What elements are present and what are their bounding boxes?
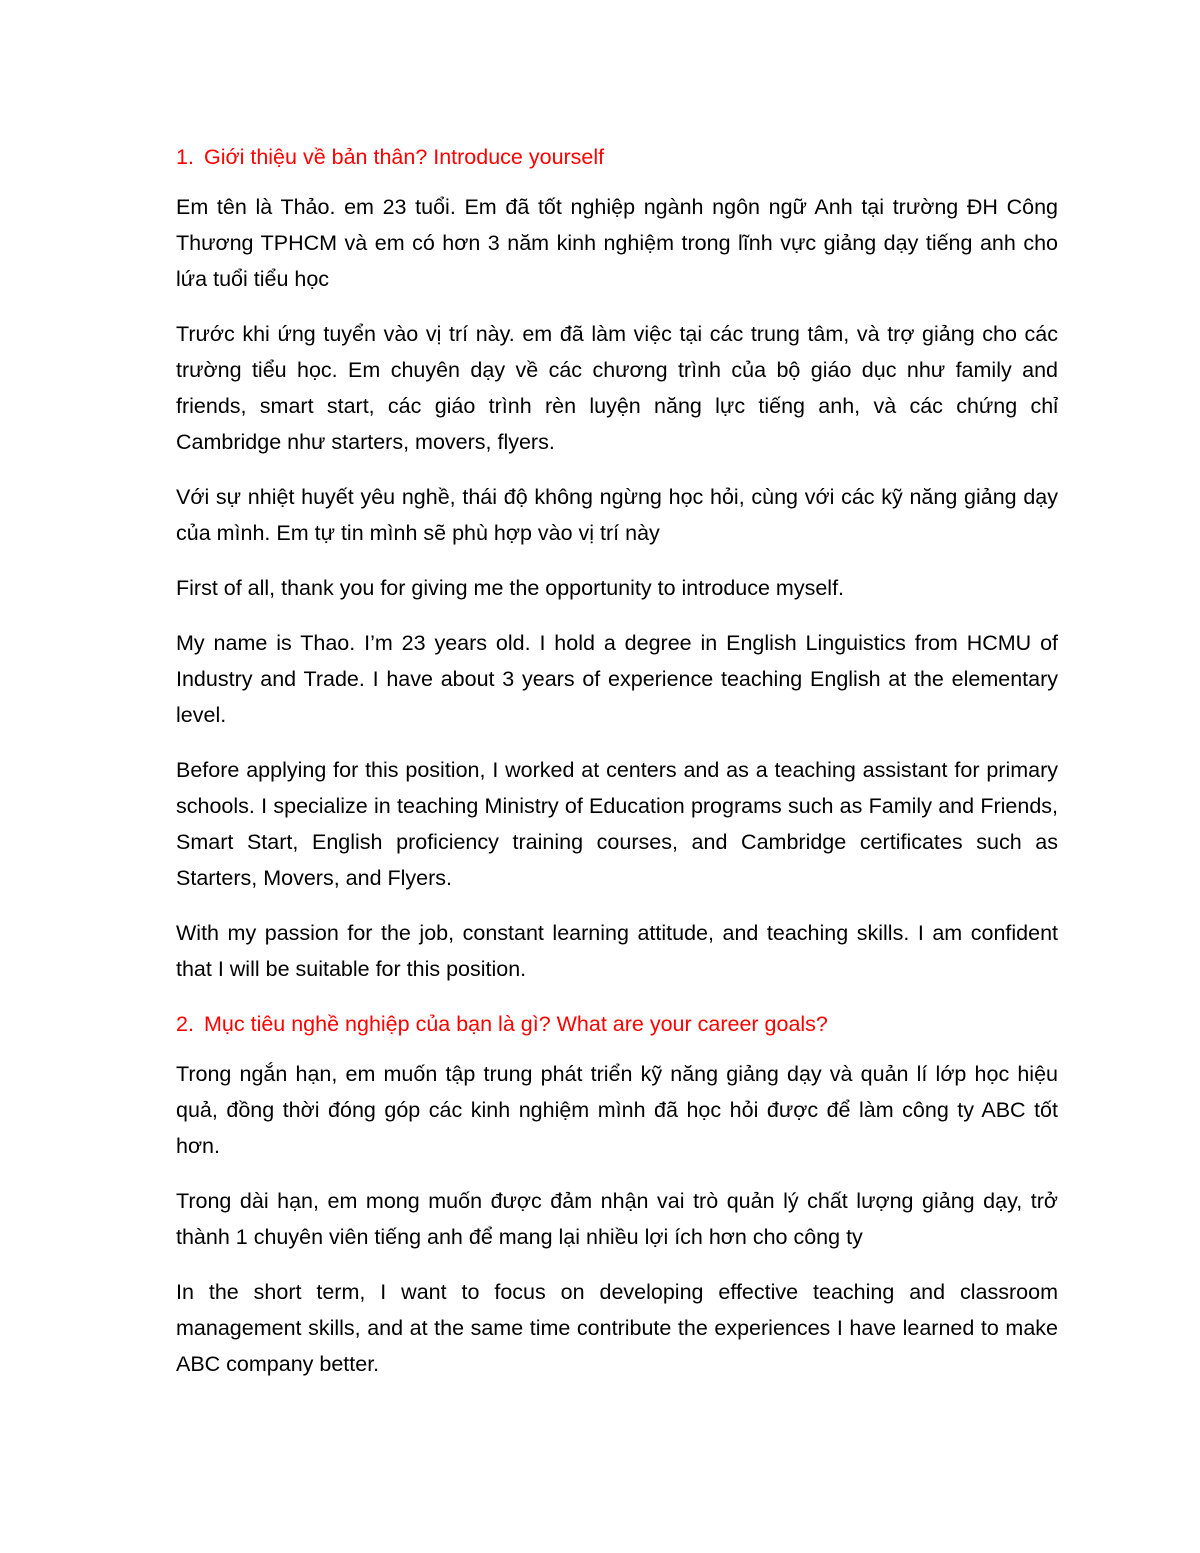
section-1-paragraph: My name is Thao. I’m 23 years old. I hold a degree in English Linguistics from HCMU of Industry and Trade. I have about 3 years of experience teaching English at the elementary level. <box>176 631 1058 727</box>
section-1-title: Giới thiệu về bản thân? Introduce yourself <box>204 145 605 169</box>
section-2-number: 2. <box>176 1012 194 1036</box>
section-1-paragraph: Với sự nhiệt huyết yêu nghề, thái độ không ngừng học hỏi, cùng với các kỹ năng giảng dạy của mình. Em tự tin mình sẽ phù hợp vào vị trí này <box>176 485 1058 545</box>
section-1-paragraph: Before applying for this position, I worked at centers and as a teaching assistant for primary schools. I specialize in teaching Ministry of Education programs such as Family and Friends, Smart Start, English proficiency training courses, and Cambridge certificates such as Starters, Movers, and Flyers. <box>176 758 1058 890</box>
section-1-number: 1. <box>176 145 194 169</box>
section-1-paragraph: First of all, thank you for giving me the opportunity to introduce myself. <box>176 576 845 600</box>
section-1-heading <box>176 139 1058 175</box>
section-2-paragraph: Trong ngắn hạn, em muốn tập trung phát triển kỹ năng giảng dạy và quản lí lớp học hiệu quả, đồng thời đóng góp các kinh nghiệm mình đã học hỏi được để làm công ty ABC tốt hơn. <box>176 1062 1058 1158</box>
section-2-paragraph: In the short term, I want to focus on developing effective teaching and classroom management skills, and at the same time contribute the experiences I have learned to make ABC company better. <box>176 1280 1058 1376</box>
section-2-paragraph: Trong dài hạn, em mong muốn được đảm nhận vai trò quản lý chất lượng giảng dạy, trở thành 1 chuyên viên tiếng anh để mang lại nhiều lợi ích hơn cho công ty <box>176 1189 1058 1249</box>
section-1-paragraph: Em tên là Thảo. em 23 tuổi. Em đã tốt nghiệp ngành ngôn ngữ Anh tại trường ĐH Công Thương TPHCM và em có hơn 3 năm kinh nghiệm trong lĩnh vực giảng dạy tiếng anh cho lứa tuổi tiểu học <box>176 195 1058 291</box>
section-1-paragraph: Trước khi ứng tuyển vào vị trí này. em đã làm việc tại các trung tâm, và trợ giảng cho các trường tiểu học. Em chuyên dạy về các chương trình của bộ giáo dục như family and friends, smart start, các giáo trình rèn luyện năng lực tiếng anh, và các chứng chỉ Cambridge như starters, movers, flyers. <box>176 322 1058 454</box>
section-1-paragraph: With my passion for the job, constant learning attitude, and teaching skills. I am confident that I will be suitable for this position. <box>176 921 1058 981</box>
section-2-heading <box>176 1006 1058 1042</box>
section-2-title: Mục tiêu nghề nghiệp của bạn là gì? What are your career goals? <box>204 1012 828 1036</box>
document-page <box>176 139 1058 1401</box>
